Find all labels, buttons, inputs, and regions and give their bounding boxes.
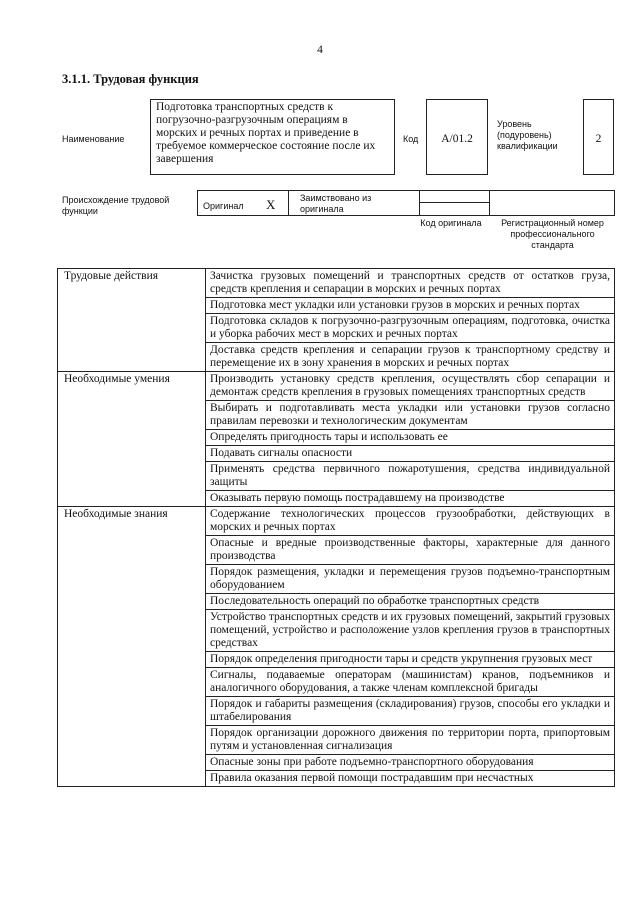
page-number: 4 <box>317 44 323 56</box>
table-cell: Порядок определения пригодности тары и средств укрупнения грузовых мест <box>206 652 615 668</box>
table-cell: Доставка средств крепления и сепарации грузов к транспортному средству и перемещение их в зону хранения в морских и речных портах <box>206 343 615 372</box>
code-value: А/01.2 <box>441 133 473 145</box>
table-cell: Подготовка складов к погрузочно-разгрузочным операциям, подготовка, очистка и уборка рабочих мест в морских и речных портах <box>206 314 615 343</box>
table-cell: Правила оказания первой помощи пострадавшим при несчастных <box>206 771 615 787</box>
code-label: Код <box>403 134 419 144</box>
table-cell: Опасные зоны при работе подъемно-транспортного оборудования <box>206 755 615 771</box>
table-cell: Устройство транспортных средств и их грузовых помещений, закрытий грузовых помещений, устройство и расположение узлов крепления грузов в транспортных средствах <box>206 610 615 652</box>
table-cell: Выбирать и подготавливать места укладки или установки грузов согласно правилам перевозки и технологическим документам <box>206 401 615 430</box>
origin-label: Происхождение трудовой функции <box>62 195 170 216</box>
code-caption: Код оригинала <box>420 218 482 228</box>
section-title: Необходимые знания <box>58 507 206 787</box>
table-cell: Сигналы, подаваемые операторам (машинистам) кранов, подъемников и аналогичного оборудования, а также членам комплексной бригады <box>206 668 615 697</box>
table-cell: Производить установку средств крепления, осуществлять сбор сепарации и демонтаж средств крепления в грузовых помещениях транспортных средств <box>206 372 615 401</box>
table-cell: Подавать сигналы опасности <box>206 446 615 462</box>
function-name-value: Подготовка транспортных средств к погрузочно-разгрузочным операциям в морских и речных портах и приведение в требуемое коммерческое состояние после их завершения <box>156 101 376 165</box>
table-cell: Применять средства первичного пожаротушения, средства индивидуальной защиты <box>206 462 615 491</box>
origin-divider <box>419 191 420 215</box>
table-cell: Порядок и габариты размещения (складирования) грузов, способы его укладки и штабелирования <box>206 697 615 726</box>
borrowed-label: Заимствовано из оригинала <box>300 193 372 214</box>
section-heading: 3.1.1. Трудовая функция <box>62 72 199 86</box>
origin-divider <box>288 191 289 215</box>
table-row <box>58 372 615 401</box>
original-mark: Х <box>266 197 276 212</box>
origin-divider <box>489 191 490 215</box>
name-label: Наименование <box>62 134 125 144</box>
table-row <box>58 507 615 536</box>
code-box <box>426 99 488 175</box>
table-cell: Последовательность операций по обработке транспортных средств <box>206 594 615 610</box>
table-cell: Зачистка грузовых помещений и транспортных средств от остатков груза, средств крепления и сепарации в морских и речных портах <box>206 269 615 298</box>
original-label: Оригинал <box>203 201 244 211</box>
competency-table <box>57 268 615 787</box>
table-cell: Порядок размещения, укладки и перемещения грузов подъемно-транспортным оборудованием <box>206 565 615 594</box>
table-cell: Определять пригодность тары и использовать ее <box>206 430 615 446</box>
origin-divider <box>419 202 489 203</box>
table-cell: Содержание технологических процессов грузообработки, действующих в морских и речных портах <box>206 507 615 536</box>
table-cell: Порядок организации дорожного движения по территории порта, припортовым путям и установленная сигнализация <box>206 726 615 755</box>
table-cell: Оказывать первую помощь пострадавшему на производстве <box>206 491 615 507</box>
level-value: 2 <box>595 133 602 145</box>
table-cell: Опасные и вредные производственные факторы, характерные для данного производства <box>206 536 615 565</box>
table-cell: Подготовка мест укладки или установки грузов в морских и речных портах <box>206 298 615 314</box>
level-box <box>583 99 614 175</box>
level-label: Уровень (подуровень) квалификации <box>497 119 558 151</box>
section-title: Трудовые действия <box>58 269 206 372</box>
table-row <box>58 269 615 298</box>
reg-number-caption: Регистрационный номер профессионального стандарта <box>501 218 604 250</box>
section-title: Необходимые умения <box>58 372 206 507</box>
function-name-box <box>150 99 395 175</box>
